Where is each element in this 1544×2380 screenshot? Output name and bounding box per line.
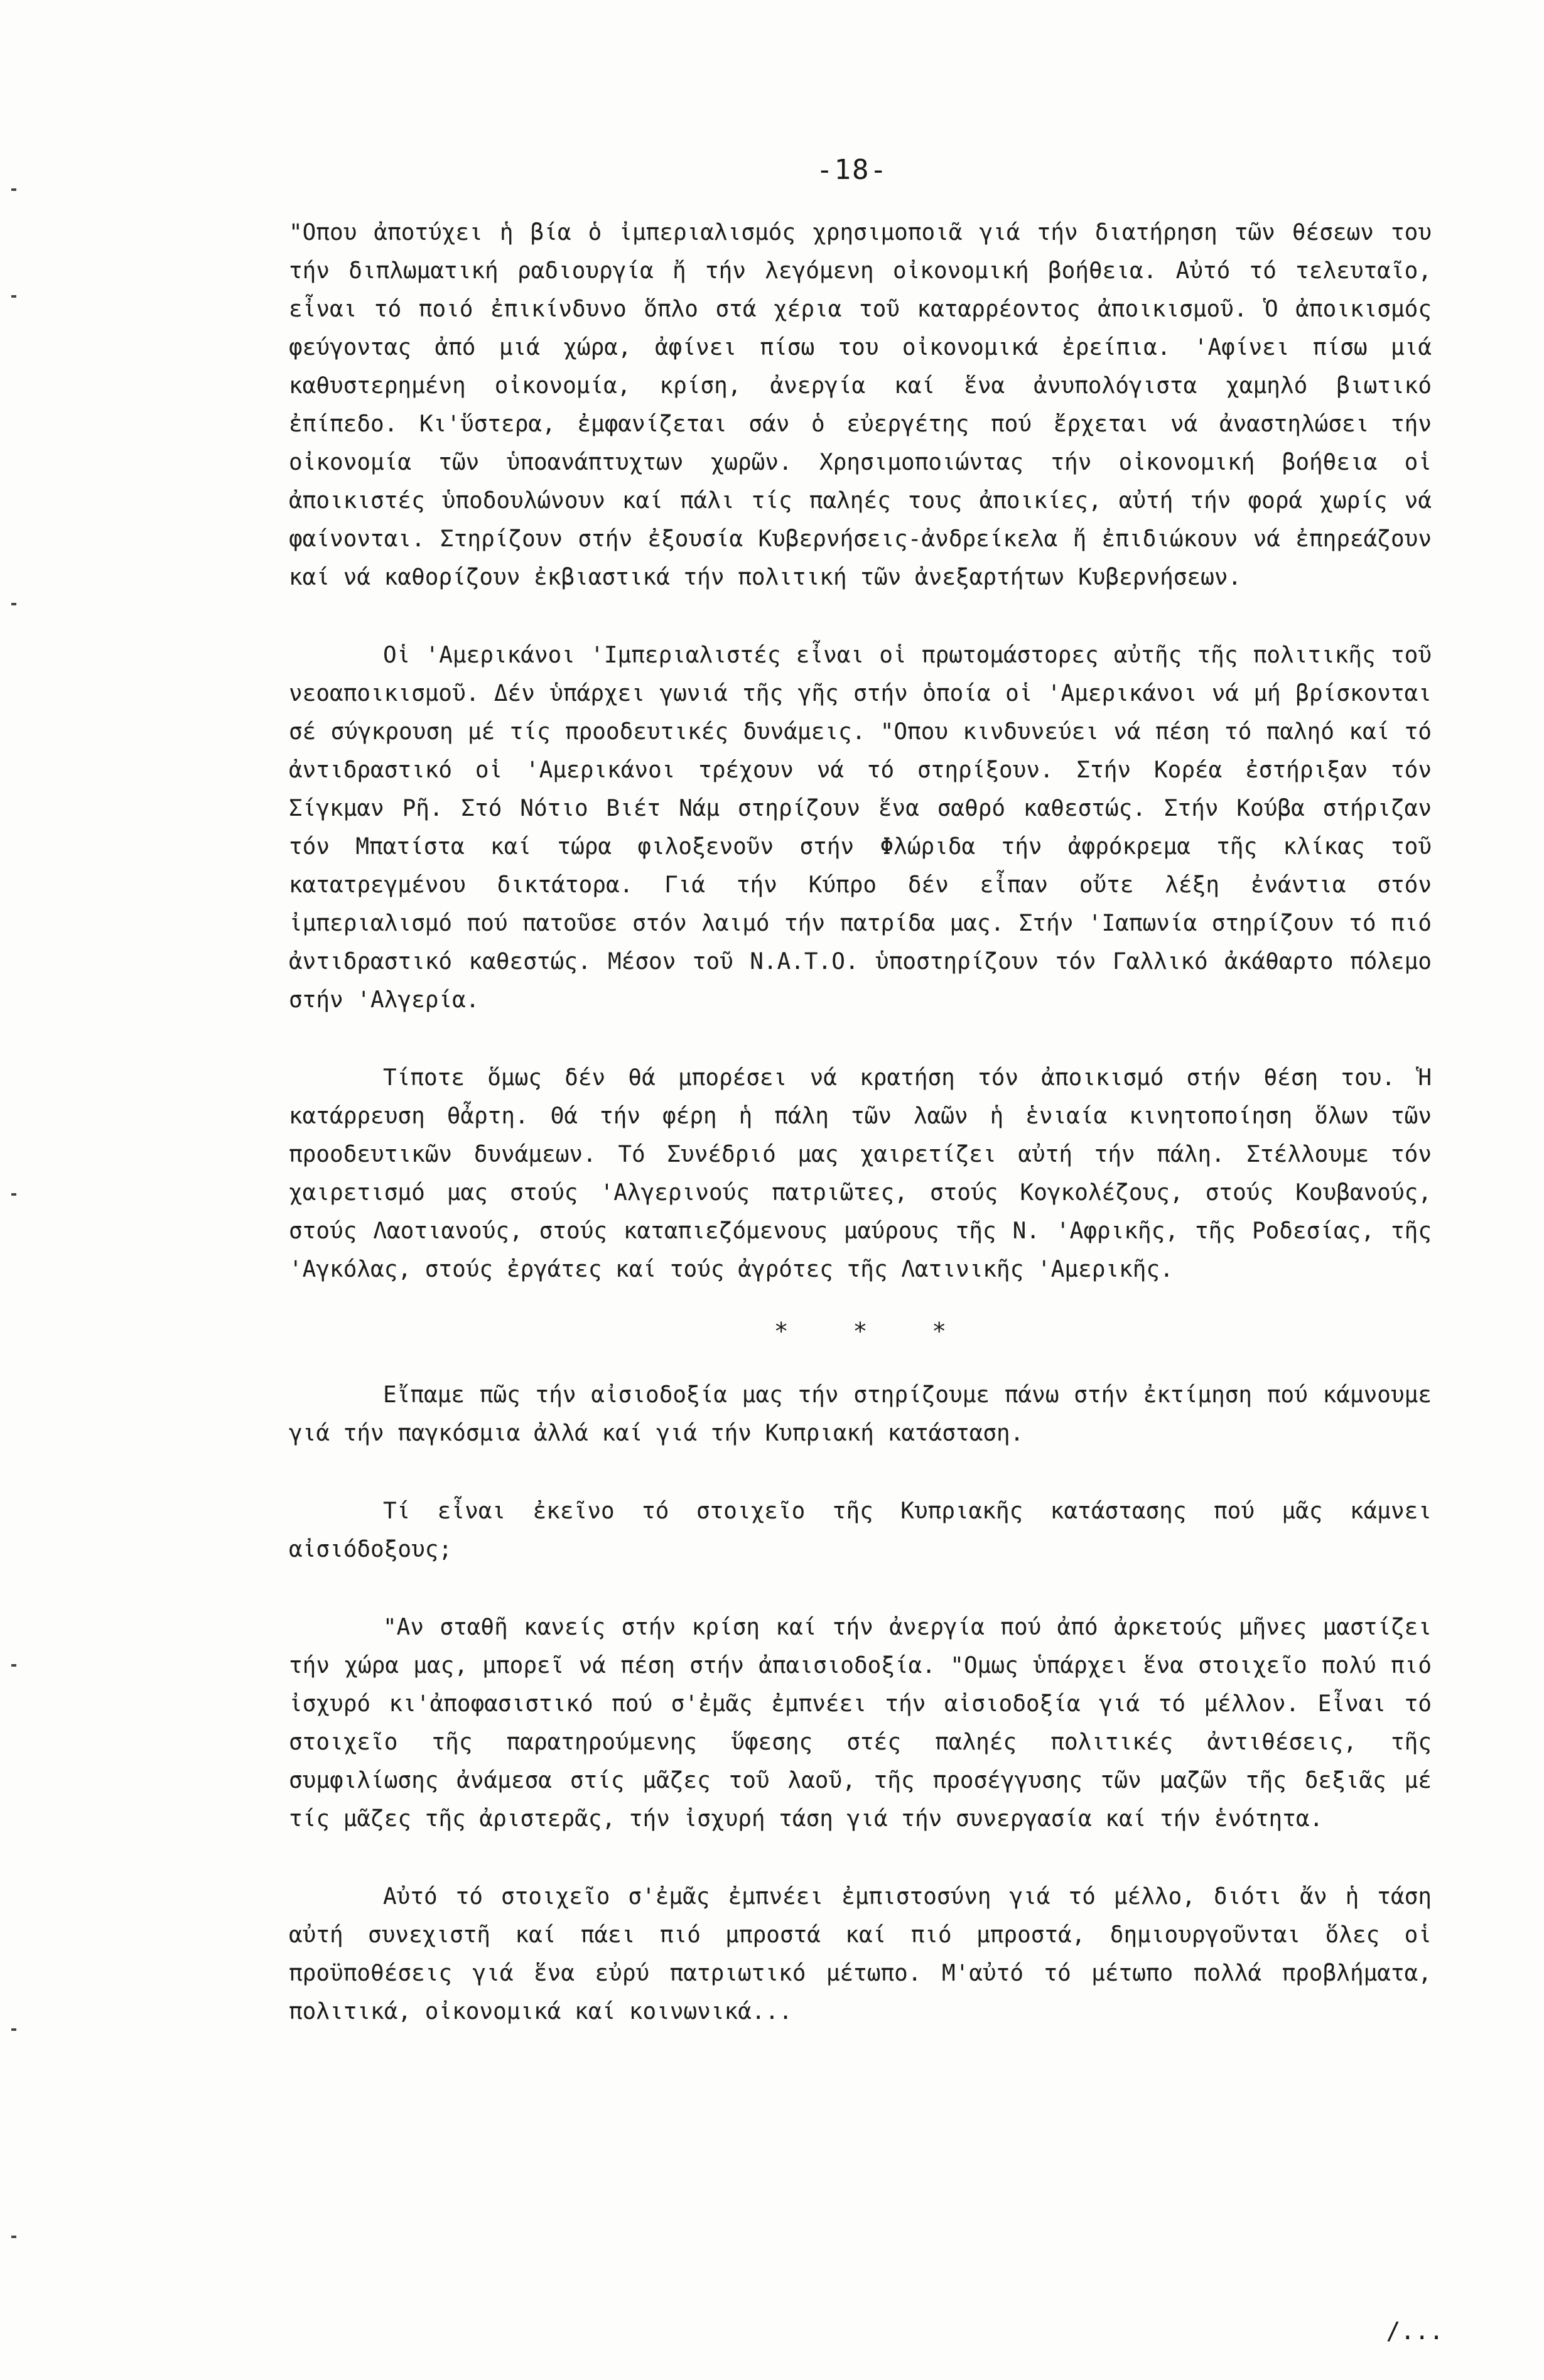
paragraph-5: Τί εἶναι ἐκεῖνο τό στοιχεῖο τῆς Κυπριακῆς κατάστασης πού μᾶς κάμνει αἰσιόδοξους; bbox=[289, 1498, 1432, 1562]
paragraph-2: Οἱ 'Αμερικάνοι 'Ιμπεριαλιστές εἶναι οἱ πρωτομάστορες αὐτῆς τῆς πολιτικῆς τοῦ νεοαποικισμοῦ. Δέν ὑπάρχει γωνιά τῆς γῆς στήν ὁποία οἱ 'Αμερικάνοι νά μή βρίσκονται σέ σύγκρουση μέ τίς προοδευτικές δυνάμεις. "Οπου κινδυνεύει νά πέση τό παληό καί τό ἀντιδραστικό οἱ 'Αμερικάνοι τρέχουν νά τό στηρίξουν. Στήν Κορέα ἐστήριξαν τόν Σίγκμαν Ρῆ. Στό Νότιο Βιέτ Νάμ στηρίζουν ἕνα σαθρό καθεστώς. Στήν Κούβα στήριζαν τόν Μπατίστα καί τώρα φιλοξενοῦν στήν Φλώριδα τήν ἀφρόκρεμα τῆς κλίκας τοῦ κατατρεγμένου δικτάτορα. Γιά τήν Κύπρο δέν εἶπαν οὔτε λέξη ἐνάντια στόν ἰμπεριαλισμό πού πατοῦσε στόν λαιμό τήν πατρίδα μας. Στήν 'Ιαπωνία στηρίζουν τό πιό ἀντιδραστικό καθεστώς. Μέσον τοῦ Ν.Α.Τ.Ο. ὑποστηρίζουν τόν Γαλλικό ἀκάθαρτο πόλεμο στήν 'Αλγερία. bbox=[289, 642, 1432, 1013]
margin-mark bbox=[11, 1193, 16, 1196]
paragraph-1: "Οπου ἀποτύχει ἡ βία ὁ ἰμπεριαλισμός χρησιμοποιᾶ γιά τήν διατήρηση τῶν θέσεων του τήν διπλωματική ραδιουργία ἤ τήν λεγόμενη οἰκονομική βοήθεια. Αὐτό τό τελευταῖο, εἶναι τό ποιό ἐπικίνδυνο ὅπλο στά χέρια τοῦ καταρρέοντος ἀποικισμοῦ. Ὁ ἀποικισμός φεύγοντας ἀπό μιά χώρα, ἀφίνει πίσω του οἰκονομικά ἐρείπια. 'Αφίνει πίσω μιά καθυστερημένη οἰκονομία, κρίση, ἀνεργία καί ἕνα ἀνυπολόγιστα χαμηλό βιωτικό ἐπίπεδο. Κι'ὕστερα, ἐμφανίζεται σάν ὁ εὐεργέτης πού ἔρχεται νά ἀναστηλώσει τήν οἰκονομία τῶν ὑποανάπτυχτων χωρῶν. Χρησιμοποιώντας τήν οἰκονομική βοήθεια οἱ ἀποικιστές ὑποδουλώνουν καί πάλι τίς παληές τους ἀποικίες, αὐτή τήν φορά χωρίς νά φαίνονται. Στηρίζουν στήν ἐξουσία Κυβερνήσεις-ἀνδρείκελα ἤ ἐπιδιώκουν νά ἐπηρεάζουν καί νά καθορίζουν ἐκβιαστικά τήν πολιτική τῶν ἀνεξαρτήτων Κυβερνήσεων. bbox=[289, 220, 1432, 590]
margin-mark bbox=[11, 188, 16, 191]
paragraph-4: Εἴπαμε πῶς τήν αἰσιοδοξία μας τήν στηρίζουμε πάνω στήν ἐκτίμηση πού κάμνουμε γιά τήν παγκόσμια ἀλλά καί γιά τήν Κυπριακή κατάσταση. bbox=[289, 1382, 1432, 1446]
margin-mark bbox=[11, 603, 16, 605]
paragraph-7: Αὐτό τό στοιχεῖο σ'ἐμᾶς ἐμπνέει ἐμπιστοσύνη γιά τό μέλλο, διότι ἄν ἡ τάση αὐτή συνεχιστῆ καί πάει πιό μπροστά καί πιό μπροστά, δημιουργοῦνται ὅλες οἱ προϋποθέσεις γιά ἕνα εὐρύ πατριωτικό μέτωπο. Μ'αὐτό τό μέτωπο πολλά προβλήματα, πολιτικά, οἰκονομικά καί κοινωνικά... bbox=[289, 1884, 1432, 2025]
paragraph-3: Τίποτε ὅμως δέν θά μπορέσει νά κρατήση τόν ἀποικισμό στήν θέση του. Ἡ κατάρρευση θἆρτη. Θά τήν φέρη ἡ πάλη τῶν λαῶν ἡ ἑνιαία κινητοποίηση ὅλων τῶν προοδευτικῶν δυνάμεων. Τό Συνέδριό μας χαιρετίζει αὐτή τήν πάλη. Στέλλουμε τόν χαιρετισμό μας στούς 'Αλγερινούς πατριῶτες, στούς Κογκολέζους, στούς Κουβανούς, στούς Λαοτιανούς, στούς καταπιεζόμενους μαύρους τῆς Ν. 'Αφρικῆς, τῆς Ροδεσίας, τῆς 'Αγκόλας, στούς ἐργάτες καί τούς ἀγρότες τῆς Λατινικῆς 'Αμερικῆς. bbox=[289, 1065, 1432, 1282]
margin-mark bbox=[11, 2028, 16, 2031]
body-text bbox=[289, 214, 1432, 2031]
margin-mark bbox=[11, 2236, 16, 2238]
continuation-mark: /... bbox=[1386, 2317, 1444, 2345]
page-number: -18- bbox=[816, 154, 888, 186]
margin-mark bbox=[11, 295, 16, 298]
paragraph-6: "Αν σταθῆ κανείς στήν κρίση καί τήν ἀνεργία πού ἀπό ἀρκετούς μῆνες μαστίζει τήν χώρα μας, μπορεῖ νά πέση στήν ἀπαισιοδοξία. "Ομως ὑπάρχει ἕνα στοιχεῖο πολύ πιό ἰσχυρό κι'ἀποφασιστικό πού σ'ἐμᾶς ἐμπνέει τήν αἰσιοδοξία γιά τό μέλλον. Εἶναι τό στοιχεῖο τῆς παρατηρούμενης ὕφεσης στές παληές πολιτικές ἀντιθέσεις, τῆς συμφιλίωσης ἀνάμεσα στίς μᾶζες τοῦ λαοῦ, τῆς προσέγγυσης τῶν μαζῶν τῆς δεξιᾶς μέ τίς μᾶζες τῆς ἀριστερᾶς, τήν ἰσχυρή τάση γιά τήν συνεργασία καί τήν ἑνότητα. bbox=[289, 1615, 1432, 1832]
margin-mark bbox=[11, 1664, 16, 1667]
section-separator: * * * bbox=[774, 1317, 972, 1345]
